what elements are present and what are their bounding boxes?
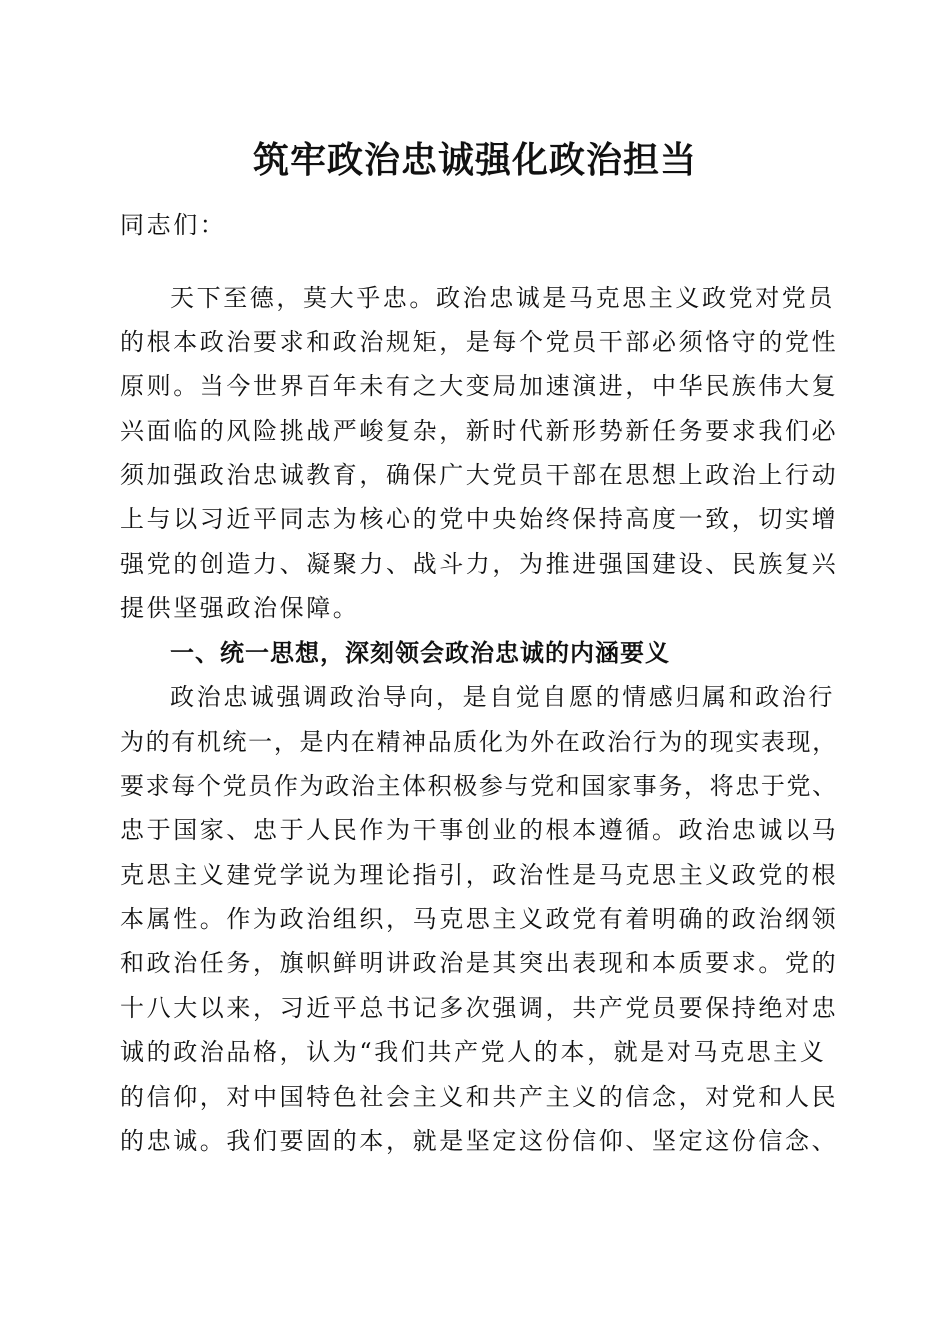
text-line: 克思主义建党学说为理论指引，政治性是马克思主义政党的根 <box>120 861 839 889</box>
text-line: 政治忠诚强调政治导向，是自觉自愿的情感归属和政治行 <box>170 683 835 711</box>
text-line: 为的有机统一，是内在精神品质化为外在政治行为的现实表现， <box>120 728 838 756</box>
text-line: 上与以习近平同志为核心的党中央始终保持高度一致，切实增 <box>120 505 839 533</box>
text-line: 本属性。作为政治组织，马克思主义政党有着明确的政治纲领 <box>120 905 839 933</box>
text-line: 忠于国家、忠于人民作为干事创业的根本遵循。政治忠诚以马 <box>120 816 839 844</box>
text-line: 的信仰，对中国特色社会主义和共产主义的信念，对党和人民 <box>120 1083 839 1111</box>
text-line: 天下至德，莫大乎忠。政治忠诚是马克思主义政党对党员 <box>170 284 835 312</box>
text-line: 提供坚强政治保障。 <box>120 594 360 622</box>
salutation: 同志们： <box>120 211 227 239</box>
text-line: 兴面临的风险挑战严峻复杂，新时代新形势新任务要求我们必 <box>120 417 839 445</box>
text-line: 和政治任务，旗帜鲜明讲政治是其突出表现和本质要求。党的 <box>120 949 839 977</box>
text-line: 须加强政治忠诚教育，确保广大党员干部在思想上政治上行动 <box>120 461 839 489</box>
section-heading-1: 一、统一思想，深刻领会政治忠诚的内涵要义 <box>170 639 670 667</box>
text-line: 强党的创造力、凝聚力、战斗力，为推进强国建设、民族复兴 <box>120 550 839 578</box>
text-line: 要求每个党员作为政治主体积极参与党和国家事务，将忠于党、 <box>120 772 838 800</box>
text-line: 十八大以来，习近平总书记多次强调，共产党员要保持绝对忠 <box>120 994 839 1022</box>
document-title: 筑牢政治忠诚强化政治担当 <box>252 139 697 181</box>
text-line: 的根本政治要求和政治规矩，是每个党员干部必须恪守的党性 <box>120 328 839 356</box>
text-line: 原则。当今世界百年未有之大变局加速演进，中华民族伟大复 <box>120 372 839 400</box>
text-line: 的忠诚。我们要固的本，就是坚定这份信仰、坚定这份信念、 <box>120 1127 839 1155</box>
text-line: 诚的政治品格，认为“我们共产党人的本，就是对马克思主义 <box>120 1038 827 1066</box>
